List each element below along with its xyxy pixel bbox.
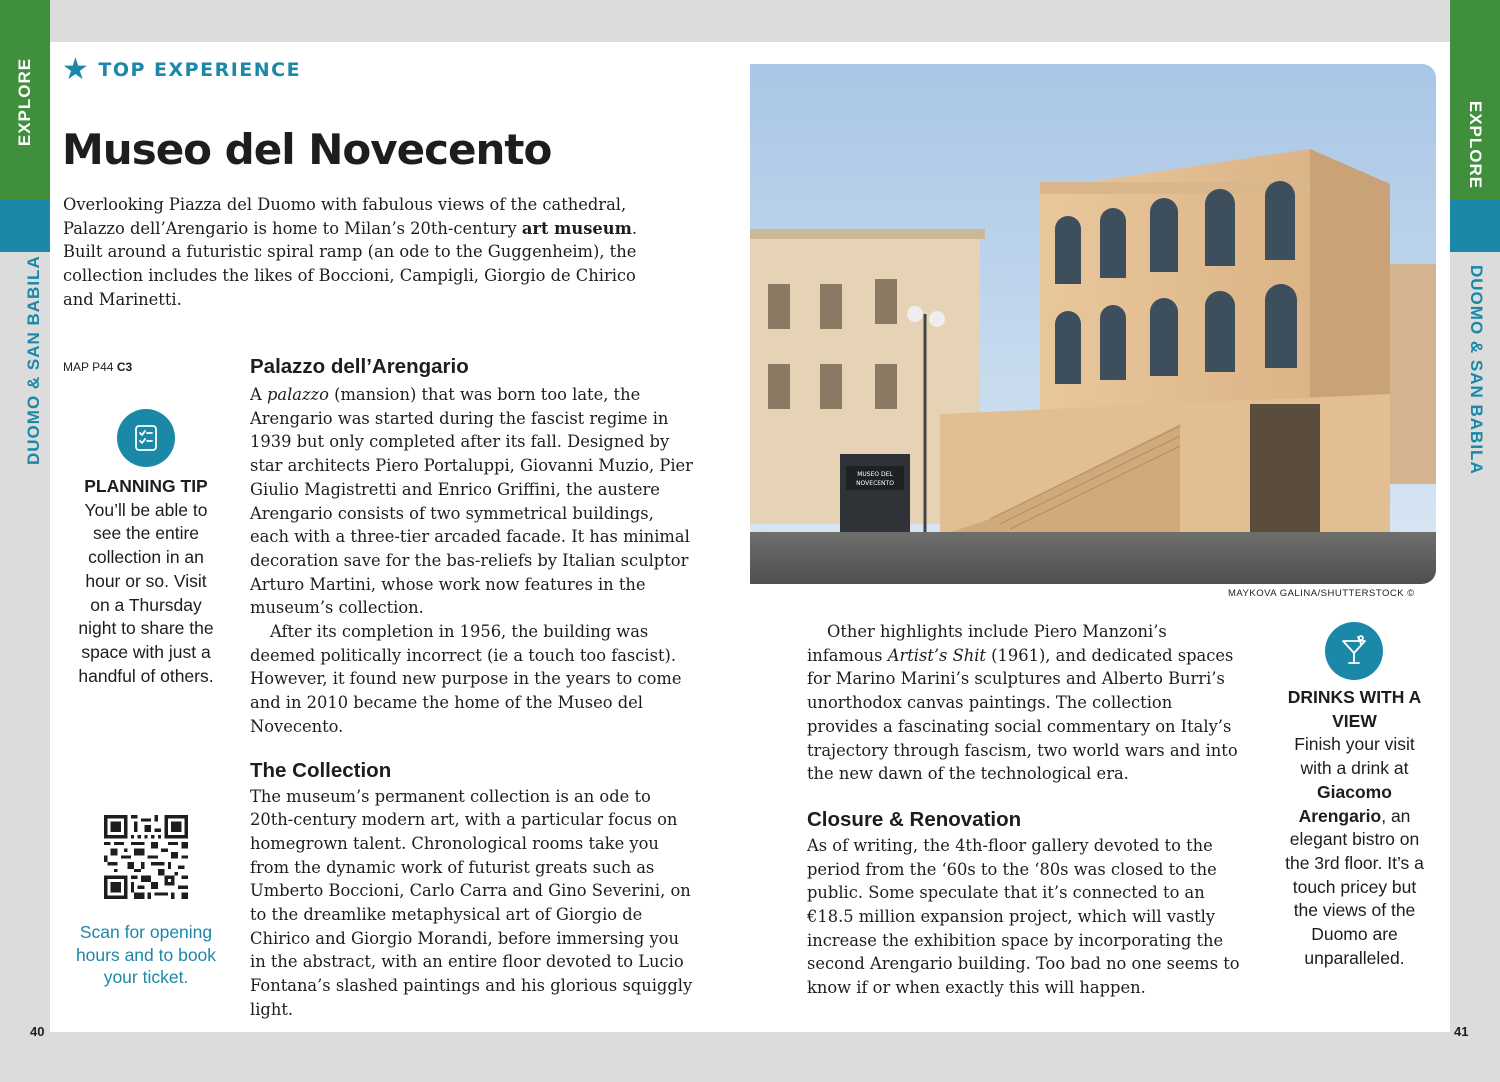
arengario-paragraph-1 [250, 383, 695, 620]
qr-caption: Scan for opening hours and to book your ticket. [75, 922, 217, 987]
closure-paragraph: As of writing, the 4th-floor gallery devoted to the period from the ‘60s to the ‘80s was closed to the public. Some speculate that it’s connected to an €18.5 million expansion project, which will vastly increase the exhibition space by incorporating the second Arengario building. Too bad no one seems to know if or when exactly this will happen. [807, 835, 1240, 998]
explore-tab-label: EXPLORE [15, 57, 34, 147]
highlights-italic: Artist’s Shit [887, 645, 986, 665]
area-tab-marker-left [0, 200, 50, 252]
map-ref-label: MAP P44 [63, 360, 114, 374]
museum-sign-line1: MUSEO DEL [857, 471, 893, 478]
map-reference[interactable] [63, 360, 132, 374]
arengario-paragraph-2: After its completion in 1956, the building was deemed politically incorrect (ie a touch too fascist). However, it found new purpose in the years to come and in 2010 became the home of the Museo del Novecento. [250, 622, 682, 736]
drinks-text-a: Finish your visit with a drink at [1294, 734, 1415, 779]
arengario-p1-b: (mansion) that was born too late, the Arengario was started during the fascist regime in 1939 but only completed after its fall. Designed by star architects Piero Portaluppi, Giovanni Muzio, Pier Giulio Magistretti and Enrico Griffini, the austere Arengario consists of two symmetrical buildings, each with a three-tier arcaded facade. It has minimal decoration save for the bas-reliefs by Italian sculptor Arturo Martini, whose work now features in the museum’s collection. [250, 385, 693, 618]
cocktail-icon [1325, 622, 1383, 680]
map-ref-grid: C3 [116, 360, 133, 374]
area-tab-marker-right [1450, 200, 1500, 252]
explore-tab-label-right: EXPLORE [1466, 100, 1485, 190]
main-column-right [807, 620, 1247, 1000]
area-tab-right-label: DUOMO & SAN BABILA [1467, 265, 1486, 475]
intro-paragraph [63, 193, 663, 312]
drinks-text-b: , an elegant bistro on the 3rd floor. It’s a touch pricey but the views of the Duomo are unparalleled. [1285, 805, 1424, 968]
star-icon: ★ [62, 52, 91, 87]
intro-bold-term: art museum [521, 218, 632, 238]
collection-paragraph-1: The museum’s permanent collection is an ode to 20th-century modern art, with a particular focus on homegrown talent. Chronological rooms take you from the dynamic work of futurist greats such as Umberto Boccioni, Carlo Carra and Gino Severini, on to the dreamlike metaphysical art of Giorgio de Chirico and Giorgio Morandi, before immersing you in the abstract, with an entire floor devoted to Lucio Fontana’s slashed paintings and his glorious squiggly light. [250, 786, 693, 1019]
main-column-left [250, 355, 695, 1022]
museum-sign-line2: NOVECENTO [856, 480, 894, 487]
arengario-p1-a: A [250, 385, 267, 404]
highlights-text-b: (1961), and dedicated spaces for Marino Marini’s sculptures and Alberto Burri’s unorthodox canvas paintings. The collection provides a fascinating social commentary on Italy’s trajectory through fascism, two world wars and into the new dawn of the technological era. [807, 645, 1238, 784]
photo-credit: MAYKOVA GALINA/SHUTTERSTOCK © [1228, 588, 1415, 599]
checklist-icon [117, 409, 175, 467]
area-tab-left-label: DUOMO & SAN BABILA [24, 255, 43, 465]
arengario-p1-italic: palazzo [266, 385, 329, 404]
drinks-text [1282, 733, 1427, 970]
heading-collection: The Collection [250, 758, 392, 782]
explore-tab-left[interactable] [0, 0, 50, 200]
drinks-tip-box [1282, 686, 1427, 970]
highlights-text-a: Other highlights include Piero Manzoni’s infamous [807, 622, 1167, 665]
heading-arengario: Palazzo dell’Arengario [250, 355, 469, 378]
planning-tip-box [76, 475, 216, 688]
page-number-left: 40 [30, 1024, 45, 1039]
drinks-venue-name: Giacomo Arengario [1298, 781, 1392, 826]
kicker-text: TOP EXPERIENCE [98, 59, 302, 81]
highlights-paragraph [807, 620, 1247, 786]
explore-tab-right[interactable] [1450, 0, 1500, 200]
planning-tip-heading: PLANNING TIP [84, 476, 208, 496]
planning-tip-text: You’ll be able to see the entire collection in an hour or so. Visit on a Thursday night to share the space with just a handful of others. [78, 499, 214, 686]
page-number-right: 41 [1454, 1024, 1469, 1039]
drinks-heading: DRINKS WITH A VIEW [1287, 687, 1422, 731]
intro-text-b: . Built around a futuristic spiral ramp (an ode to the Guggenheim), the collection includes the likes of Boccioni, Campigli, Giorgio de Chirico and Marinetti. [63, 218, 638, 309]
page-title: Museo del Novecento [62, 125, 552, 174]
intro-text-a: Overlooking Piazza del Duomo with fabulous views of the cathedral, Palazzo dell’Arengario is home to Milan’s 20th-century [63, 195, 627, 238]
museum-photo [750, 64, 1436, 584]
heading-closure: Closure & Renovation [807, 807, 1022, 831]
top-experience-kicker [62, 52, 302, 87]
qr-code[interactable] [104, 815, 188, 899]
